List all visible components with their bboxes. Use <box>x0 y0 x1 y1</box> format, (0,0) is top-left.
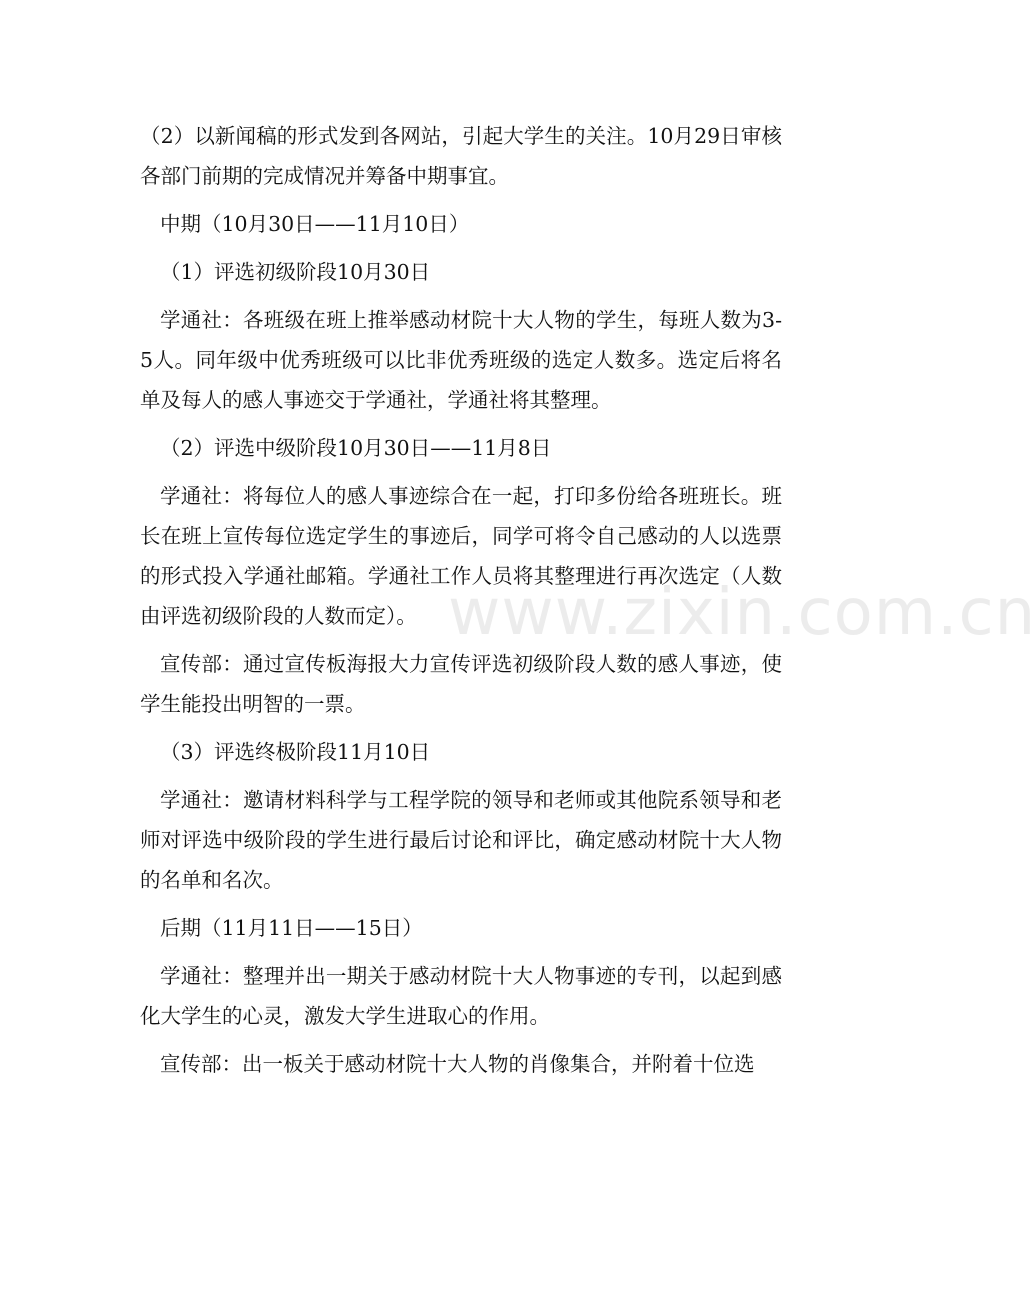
document-body <box>140 116 782 1092</box>
paragraph-publicity-detail: 宣传部：通过宣传板海报大力宣传评选初级阶段人数的感人事迹，使学生能投出明智的一票。 <box>140 652 782 716</box>
paragraph-press-release: （2）以新闻稿的形式发到各网站，引起大学生的关注。10月29日审核各部门前期的完成情况并筹备中期事宜。 <box>140 124 782 188</box>
paragraph-preliminary-detail: 学通社：各班级在班上推举感动材院十大人物的学生，每班人数为3-5人。同年级中优秀班级可以比非优秀班级的选定人数多。选定后将名单及每人的感人事迹交于学通社，学通社将其整理。 <box>140 308 782 412</box>
heading-mid-phase: 中期（10月30日——11月10日） <box>160 212 470 236</box>
watermark-text: www.zixin.com.cn <box>448 576 1036 650</box>
heading-preliminary-selection: （1）评选初级阶段10月30日 <box>160 260 431 284</box>
heading-late-phase: 后期（11月11日——15日） <box>160 916 423 940</box>
paragraph-late-publicity-detail: 宣传部：出一板关于感动材院十大人物的肖像集合，并附着十位选 <box>160 1052 755 1076</box>
heading-final-selection: （3）评选终极阶段11月10日 <box>160 740 431 764</box>
paragraph-final-detail: 学通社：邀请材料科学与工程学院的领导和老师或其他院系领导和老师对评选中级阶段的学生进行最后讨论和评比，确定感动材院十大人物的名单和名次。 <box>140 788 782 892</box>
paragraph-late-press-detail: 学通社：整理并出一期关于感动材院十大人物事迹的专刊，以起到感化大学生的心灵，激发大学生进取心的作用。 <box>140 964 782 1028</box>
paragraph-intermediate-detail: 学通社：将每位人的感人事迹综合在一起，打印多份给各班班长。班长在班上宣传每位选定学生的事迹后，同学可将令自己感动的人以选票的形式投入学通社邮箱。学通社工作人员将其整理进行再次选定（人数由评选初级阶段的人数而定）。 <box>140 484 782 628</box>
heading-intermediate-selection: （2）评选中级阶段10月30日——11月8日 <box>160 436 552 460</box>
